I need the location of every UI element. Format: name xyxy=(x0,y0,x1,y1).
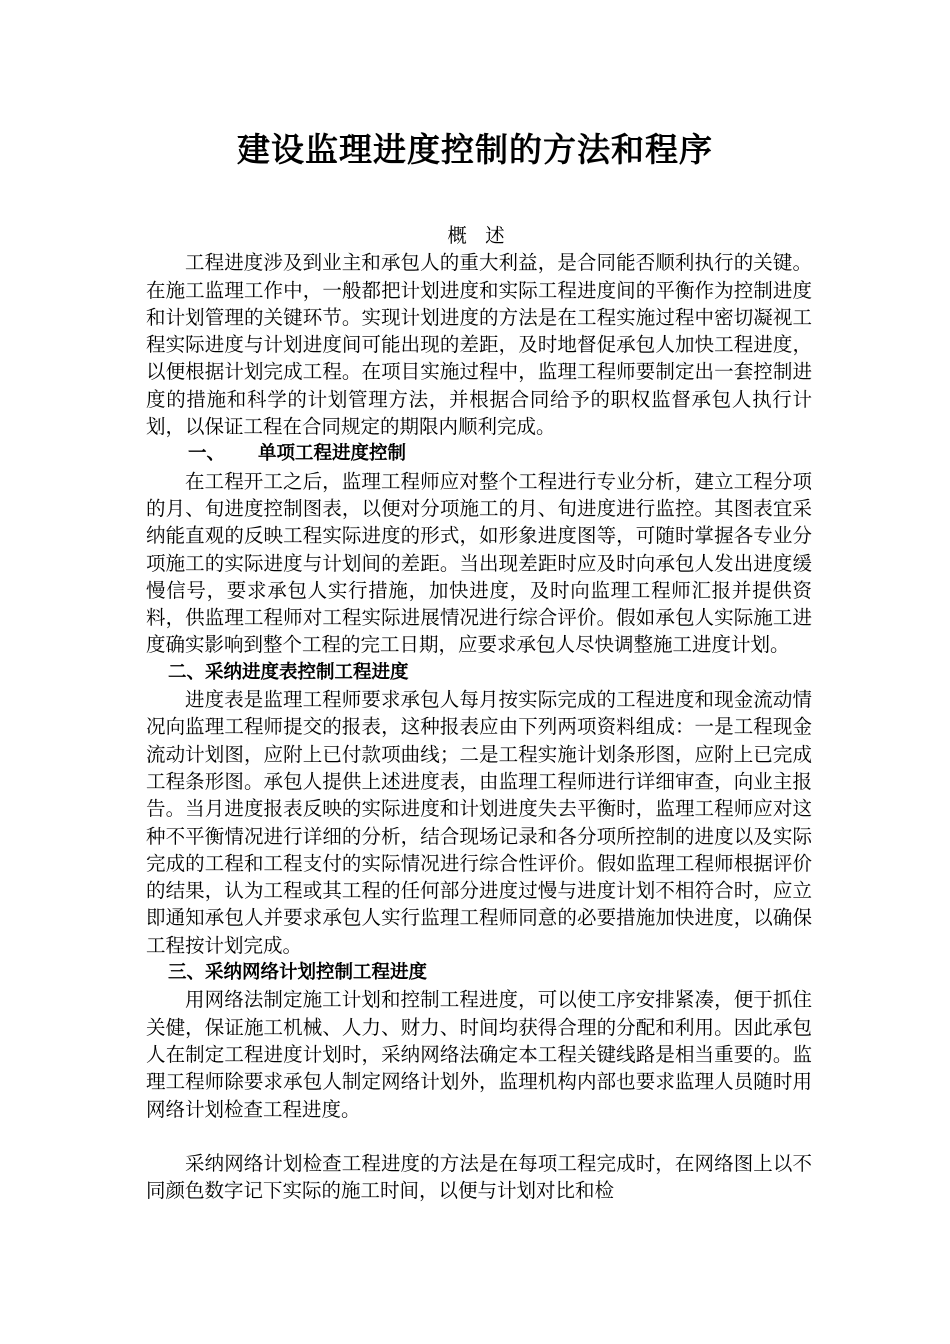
document-body xyxy=(146,222,812,1204)
section-2-paragraph: 进度表是监理工程师要求承包人每月按实际完成的工程进度和现金流动情况向监理工程师提交的报表，这种报表应由下列两项资料组成：一是工程现金流动计划图，应附上已付款项曲线；二是工程实施计划条形图，应附上已完成工程条形图。承包人提供上述进度表，由监理工程师进行详细审查，向业主报告。当月进度报表反映的实际进度和计划进度失去平衡时，监理工程师应对这种不平衡情况进行详细的分析，结合现场记录和各分项所控制的进度以及实际完成的工程和工程支付的实际情况进行综合性评价。假如监理工程师根据评价的结果，认为工程或其工程的任何部分进度过慢与进度计划不相符合时，应立即通知承包人并要求承包人实行监理工程师同意的必要措施加快进度，以确保工程按计划完成。 xyxy=(146,688,812,957)
document-title: 建设监理进度控制的方法和程序 xyxy=(237,130,713,169)
overview-paragraph: 工程进度涉及到业主和承包人的重大利益，是合同能否顺利执行的关键。在施工监理工作中，一般都把计划进度和实际工程进度间的平衡作为控制进度和计划管理的关键环节。实现计划进度的方法是在工程实施过程中密切凝视工程实际进度与计划进度间可能出现的差距，及时地督促承包人加快工程进度，以便根据计划完成工程。在项目实施过程中，监理工程师要制定出一套控制进度的措施和科学的计划管理方法，并根据合同给予的职权监督承包人执行计划，以保证工程在合同规定的期限内顺利完成。 xyxy=(146,251,812,439)
paragraph-gap xyxy=(146,1123,812,1150)
section-3-paragraph: 用网络法制定施工计划和控制工程进度，可以使工序安排紧凑，便于抓住关健，保证施工机械、人力、财力、时间均获得合理的分配和利用。因此承包人在制定工程进度计划时，采纳网络法确定本工程关键线路是相当重要的。监理工程师除要求承包人制定网络计划外，监理机构内部也要求监理人员随时用网络计划检查工程进度。 xyxy=(146,988,812,1121)
section-1-paragraph: 在工程开工之后，监理工程师应对整个工程进行专业分析，建立工程分项的月、旬进度控制图表，以便对分项施工的月、旬进度进行监控。其图表宜采纳能直观的反映工程实际进度的形式，如形象进度图等，可随时掌握各专业分项施工的实际进度与计划间的差距。当出现差距时应及时向承包人发出进度缓慢信号，要求承包人实行措施，加快进度，及时向监理工程师汇报并提供资料，供监理工程师对工程实际进展情况进行综合评价。假如承包人实际施工进度确实影响到整个工程的完工日期，应要求承包人尽快调整施工进度计划。 xyxy=(146,469,812,657)
overview-heading: 概 述 xyxy=(447,224,511,247)
section-3-paragraph-2: 采纳网络计划检查工程进度的方法是在每项工程完成时，在网络图上以不同颜色数字记下实际的施工时间，以便与计划对比和检 xyxy=(146,1151,812,1203)
section-1-heading xyxy=(146,440,812,467)
section-3-heading: 三、采纳网络计划控制工程进度 xyxy=(168,962,428,984)
section-1-number: 一、 xyxy=(188,443,226,465)
section-2-heading: 二、采纳进度表控制工程进度 xyxy=(168,661,409,683)
section-1-title: 单项工程进度控制 xyxy=(258,443,407,465)
